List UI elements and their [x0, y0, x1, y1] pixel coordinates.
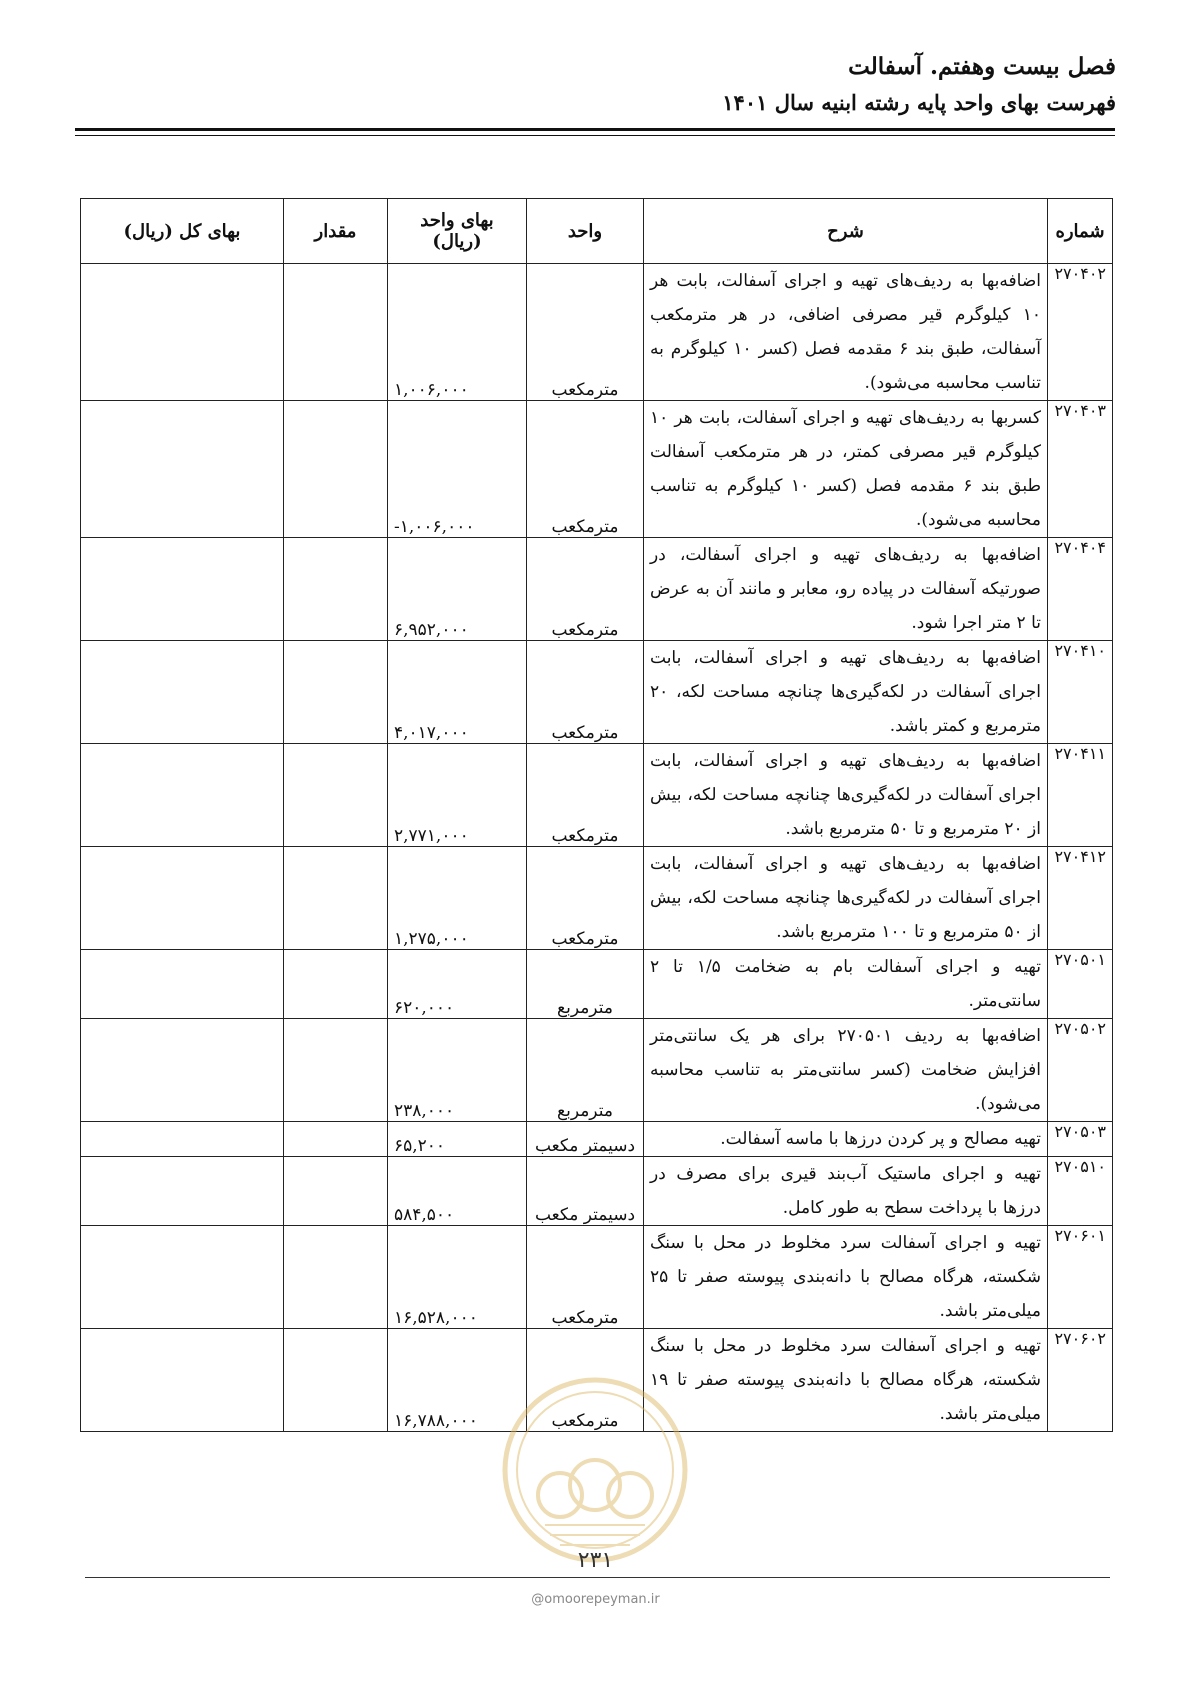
header-rule-thick	[75, 128, 1115, 131]
chapter-title: فصل بیست وهفتم. آسفالت	[848, 53, 1116, 80]
price-list-title: فهرست بهای واحد پایه رشته ابنیه سال ۱۴۰۱	[722, 90, 1116, 115]
row-unit-price: ۱۶,۵۲۸,۰۰۰	[388, 1226, 527, 1329]
row-quantity	[284, 950, 388, 1019]
table-row	[81, 538, 1113, 641]
header-unit: واحد	[527, 199, 644, 264]
row-unit: دسیمتر مکعب	[527, 1157, 644, 1226]
row-total-price	[81, 401, 284, 538]
header-description: شرح	[644, 199, 1048, 264]
row-description: اضافه‌بها به ردیف ۲۷۰۵۰۱ برای هر یک سانتی‌متر افزایش ضخامت (کسر سانتی‌متر به تناسب محاسبه می‌شود).	[644, 1019, 1048, 1122]
row-unit-price: ۶۵,۲۰۰	[388, 1122, 527, 1157]
row-unit: مترمکعب	[527, 1226, 644, 1329]
row-total-price	[81, 1226, 284, 1329]
row-code: ۲۷۰۵۰۳	[1048, 1122, 1113, 1157]
row-quantity	[284, 1122, 388, 1157]
price-table	[80, 198, 1113, 1432]
row-code: ۲۷۰۶۰۲	[1048, 1329, 1113, 1432]
header-unit-price: بهای واحد (ریال)	[388, 199, 527, 264]
page-number: ۲۳۱	[577, 1548, 614, 1573]
row-unit: مترمکعب	[527, 401, 644, 538]
row-code: ۲۷۰۴۱۰	[1048, 641, 1113, 744]
row-unit-price: ۲۳۸,۰۰۰	[388, 1019, 527, 1122]
table-row	[81, 1019, 1113, 1122]
row-unit: مترمکعب	[527, 641, 644, 744]
row-code: ۲۷۰۵۰۲	[1048, 1019, 1113, 1122]
footer-rule	[85, 1577, 1110, 1578]
row-quantity	[284, 1157, 388, 1226]
row-total-price	[81, 1122, 284, 1157]
row-unit: مترمکعب	[527, 1329, 644, 1432]
table-header-row	[81, 199, 1113, 264]
row-total-price	[81, 950, 284, 1019]
row-total-price	[81, 264, 284, 401]
site-watermark-text: @omoorepeyman.ir	[531, 1592, 660, 1607]
row-description: تهیه و اجرای آسفالت سرد مخلوط در محل با سنگ شکسته، هرگاه مصالح با دانه‌بندی پیوسته صفر تا ۱۹ میلی‌متر باشد.	[644, 1329, 1048, 1432]
row-total-price	[81, 1329, 284, 1432]
row-total-price	[81, 744, 284, 847]
row-code: ۲۷۰۵۱۰	[1048, 1157, 1113, 1226]
row-unit: دسیمتر مکعب	[527, 1122, 644, 1157]
row-code: ۲۷۰۴۰۴	[1048, 538, 1113, 641]
row-quantity	[284, 744, 388, 847]
row-unit: مترمکعب	[527, 264, 644, 401]
table-row	[81, 264, 1113, 401]
row-description: تهیه و اجرای آسفالت بام به ضخامت ۱/۵ تا ۲ سانتی‌متر.	[644, 950, 1048, 1019]
row-code: ۲۷۰۴۰۲	[1048, 264, 1113, 401]
row-unit-price: ۱۶,۷۸۸,۰۰۰	[388, 1329, 527, 1432]
row-unit: مترمکعب	[527, 847, 644, 950]
table-row	[81, 1122, 1113, 1157]
row-unit: مترمربع	[527, 1019, 644, 1122]
table-row	[81, 950, 1113, 1019]
row-quantity	[284, 401, 388, 538]
table-row	[81, 744, 1113, 847]
row-quantity	[284, 1019, 388, 1122]
row-quantity	[284, 264, 388, 401]
row-total-price	[81, 1019, 284, 1122]
row-unit-price: ۲,۷۷۱,۰۰۰	[388, 744, 527, 847]
row-description: اضافه‌بها به ردیف‌های تهیه و اجرای آسفالت، بابت هر ۱۰ کیلوگرم قیر مصرفی اضافی، در هر مترمکعب آسفالت، طبق بند ۶ مقدمه فصل (کسر ۱۰ کیلوگرم به تناسب محاسبه می‌شود).	[644, 264, 1048, 401]
row-code: ۲۷۰۴۱۱	[1048, 744, 1113, 847]
row-unit-price: ۶۲۰,۰۰۰	[388, 950, 527, 1019]
row-unit-price: ۱,۲۷۵,۰۰۰	[388, 847, 527, 950]
row-quantity	[284, 847, 388, 950]
row-unit-price: ۱,۰۰۶,۰۰۰	[388, 264, 527, 401]
row-description: اضافه‌بها به ردیف‌های تهیه و اجرای آسفالت، بابت اجرای آسفالت در لکه‌گیری‌ها چنانچه مساحت لکه، بیش از ۵۰ مترمربع و تا ۱۰۰ مترمربع باشد.	[644, 847, 1048, 950]
row-quantity	[284, 1329, 388, 1432]
row-unit: مترمربع	[527, 950, 644, 1019]
row-description: اضافه‌بها به ردیف‌های تهیه و اجرای آسفالت، در صورتیکه آسفالت در پیاده رو، معابر و مانند آن به عرض تا ۲ متر اجرا شود.	[644, 538, 1048, 641]
row-description: تهیه مصالح و پر کردن درزها با ماسه آسفالت.	[644, 1122, 1048, 1157]
row-description: تهیه و اجرای آسفالت سرد مخلوط در محل با سنگ شکسته، هرگاه مصالح با دانه‌بندی پیوسته صفر تا ۲۵ میلی‌متر باشد.	[644, 1226, 1048, 1329]
row-unit: مترمکعب	[527, 744, 644, 847]
row-unit: مترمکعب	[527, 538, 644, 641]
row-quantity	[284, 1226, 388, 1329]
row-quantity	[284, 641, 388, 744]
row-unit-price: -۱,۰۰۶,۰۰۰	[388, 401, 527, 538]
row-total-price	[81, 641, 284, 744]
header-quantity: مقدار	[284, 199, 388, 264]
row-quantity	[284, 538, 388, 641]
row-description: کسربها به ردیف‌های تهیه و اجرای آسفالت، بابت هر ۱۰ کیلوگرم قیر مصرفی کمتر، در هر مترمکعب آسفالت طبق بند ۶ مقدمه فصل (کسر ۱۰ کیلوگرم به تناسب محاسبه می‌شود).	[644, 401, 1048, 538]
row-unit-price: ۵۸۴,۵۰۰	[388, 1157, 527, 1226]
row-unit-price: ۴,۰۱۷,۰۰۰	[388, 641, 527, 744]
header-number: شماره	[1048, 199, 1113, 264]
table-row	[81, 401, 1113, 538]
row-description: تهیه و اجرای ماستیک آب‌بند قیری برای مصرف در درزها با پرداخت سطح به طور کامل.	[644, 1157, 1048, 1226]
row-total-price	[81, 847, 284, 950]
header-total-price: بهای کل (ریال)	[81, 199, 284, 264]
table-row	[81, 1226, 1113, 1329]
page-header	[76, 52, 1116, 118]
header-rule-thin	[75, 135, 1115, 136]
row-code: ۲۷۰۴۰۳	[1048, 401, 1113, 538]
row-code: ۲۷۰۶۰۱	[1048, 1226, 1113, 1329]
row-code: ۲۷۰۴۱۲	[1048, 847, 1113, 950]
table-row	[81, 641, 1113, 744]
watermark-logo	[500, 1375, 690, 1565]
table-row	[81, 847, 1113, 950]
row-total-price	[81, 538, 284, 641]
row-total-price	[81, 1157, 284, 1226]
table-row	[81, 1157, 1113, 1226]
row-code: ۲۷۰۵۰۱	[1048, 950, 1113, 1019]
row-description: اضافه‌بها به ردیف‌های تهیه و اجرای آسفالت، بابت اجرای آسفالت در لکه‌گیری‌ها چنانچه مساحت لکه، ۲۰ مترمربع و کمتر باشد.	[644, 641, 1048, 744]
row-unit-price: ۶,۹۵۲,۰۰۰	[388, 538, 527, 641]
table-body	[81, 264, 1113, 1432]
row-description: اضافه‌بها به ردیف‌های تهیه و اجرای آسفالت، بابت اجرای آسفالت در لکه‌گیری‌ها چنانچه مساحت لکه، بیش از ۲۰ مترمربع و تا ۵۰ مترمربع باشد.	[644, 744, 1048, 847]
